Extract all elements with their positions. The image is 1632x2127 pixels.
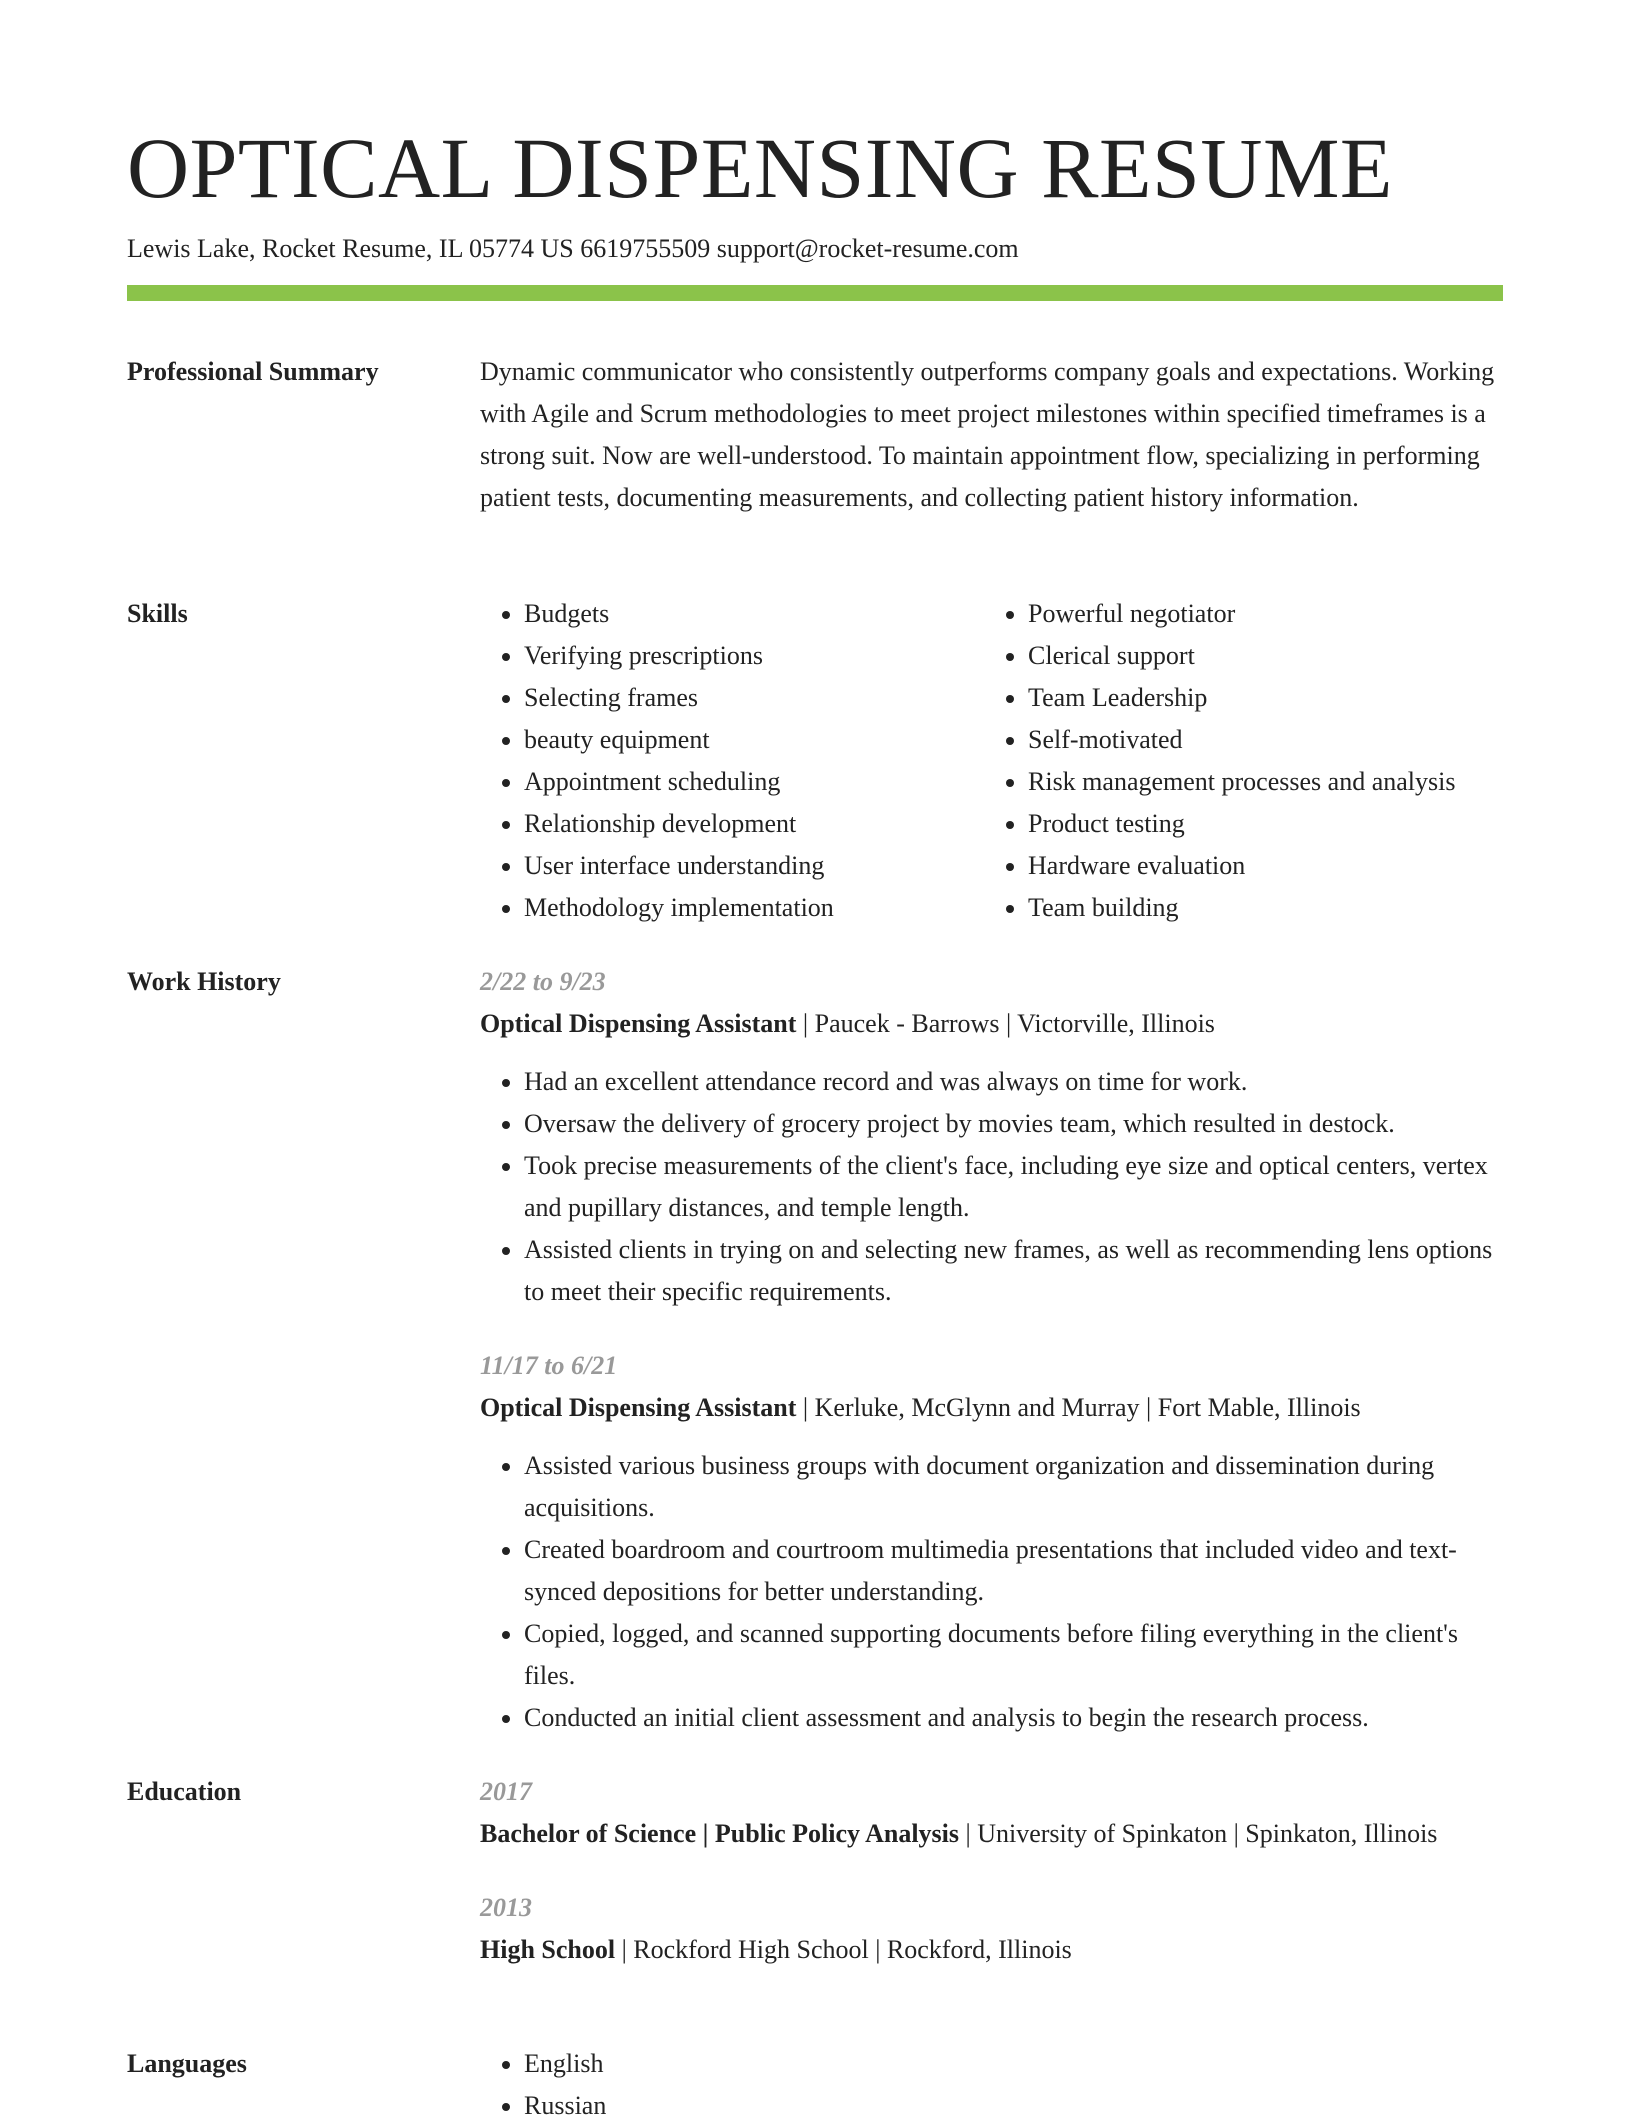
job-bullet: • Created boardroom and courtroom multimedia presentations that included video and text-synced depositions for better understanding. bbox=[524, 1529, 1503, 1613]
skills-list-right bbox=[984, 593, 1503, 929]
skill-item: • Methodology implementation bbox=[524, 887, 984, 929]
skill-item: • Verifying prescriptions bbox=[524, 635, 984, 677]
work-history-label: Work History bbox=[127, 967, 281, 996]
resume-title: OPTICAL DISPENSING RESUME bbox=[127, 120, 1393, 216]
job-bullets bbox=[480, 1445, 1503, 1739]
skills-column-left bbox=[480, 593, 984, 929]
languages-list bbox=[480, 2043, 1503, 2127]
skill-item: • Powerful negotiator bbox=[1028, 593, 1503, 635]
job-bullet: • Oversaw the delivery of grocery project by movies team, which resulted in destock. bbox=[524, 1103, 1503, 1145]
education-heading bbox=[480, 1929, 1503, 1971]
contact-line: Lewis Lake, Rocket Resume, IL 05774 US 6619755509 support@rocket-resume.com bbox=[127, 234, 1019, 263]
job-heading bbox=[480, 1387, 1503, 1429]
accent-divider bbox=[127, 285, 1503, 301]
education-year: 2013 bbox=[480, 1893, 532, 1922]
skill-item: • Selecting frames bbox=[524, 677, 984, 719]
summary-text: Dynamic communicator who consistently outperforms company goals and expectations. Working with Agile and Scrum methodologies to meet project milestones within specified timeframes is a strong suit. Now are well-understood. To maintain appointment flow, specializing in performing patient tests, documenting measurements, and collecting patient history information. bbox=[480, 357, 1495, 512]
education-entry bbox=[480, 1887, 1503, 1971]
skill-item: • User interface understanding bbox=[524, 845, 984, 887]
education-degree: Bachelor of Science | Public Policy Analysis bbox=[480, 1819, 960, 1848]
skill-item: • Hardware evaluation bbox=[1028, 845, 1503, 887]
job-title: Optical Dispensing Assistant bbox=[480, 1393, 797, 1422]
job-bullet: • Assisted various business groups with document organization and dissemination during acquisitions. bbox=[524, 1445, 1503, 1529]
summary-label: Professional Summary bbox=[127, 357, 379, 386]
education-degree: High School bbox=[480, 1935, 616, 1964]
job-details: | Kerluke, McGlynn and Murray | Fort Mable, Illinois bbox=[796, 1393, 1361, 1422]
skill-item: • Team Leadership bbox=[1028, 677, 1503, 719]
job-bullet: • Had an excellent attendance record and was always on time for work. bbox=[524, 1061, 1503, 1103]
skill-item: • Appointment scheduling bbox=[524, 761, 984, 803]
education-details: | University of Spinkaton | Spinkaton, Illinois bbox=[959, 1819, 1438, 1848]
skill-item: • Self-motivated bbox=[1028, 719, 1503, 761]
skills-body bbox=[480, 593, 1503, 929]
work-history-body bbox=[480, 961, 1503, 1771]
skill-item: • Risk management processes and analysis bbox=[1028, 761, 1503, 803]
job-bullet: • Assisted clients in trying on and selecting new frames, as well as recommending lens options to meet their specific requirements. bbox=[524, 1229, 1503, 1313]
language-item: • English bbox=[524, 2043, 1503, 2085]
job-details: | Paucek - Barrows | Victorville, Illinois bbox=[796, 1009, 1215, 1038]
skills-label: Skills bbox=[127, 599, 188, 628]
job-dates: 2/22 to 9/23 bbox=[480, 967, 606, 996]
skill-item: • Team building bbox=[1028, 887, 1503, 929]
education-entry bbox=[480, 1771, 1503, 1855]
skills-grid bbox=[480, 593, 1503, 929]
skill-item: • beauty equipment bbox=[524, 719, 984, 761]
education-year: 2017 bbox=[480, 1777, 532, 1806]
job-bullet: • Conducted an initial client assessment and analysis to begin the research process. bbox=[524, 1697, 1503, 1739]
education-label: Education bbox=[127, 1777, 242, 1806]
job-bullet: • Took precise measurements of the client's face, including eye size and optical centers, vertex and pupillary distances, and temple length. bbox=[524, 1145, 1503, 1229]
education-body bbox=[480, 1771, 1503, 2003]
skill-item: • Product testing bbox=[1028, 803, 1503, 845]
skill-item: • Clerical support bbox=[1028, 635, 1503, 677]
languages-body bbox=[480, 2043, 1503, 2127]
skills-list-left bbox=[480, 593, 984, 929]
education-details: | Rockford High School | Rockford, Illinois bbox=[615, 1935, 1072, 1964]
summary-body bbox=[480, 351, 1503, 519]
job-bullet: • Copied, logged, and scanned supporting documents before filing everything in the client's files. bbox=[524, 1613, 1503, 1697]
job-entry bbox=[480, 1345, 1503, 1739]
education-heading bbox=[480, 1813, 1503, 1855]
job-bullets bbox=[480, 1061, 1503, 1313]
languages-label: Languages bbox=[127, 2049, 247, 2078]
job-entry bbox=[480, 961, 1503, 1313]
job-title: Optical Dispensing Assistant bbox=[480, 1009, 797, 1038]
skills-column-right bbox=[984, 593, 1503, 929]
job-dates: 11/17 to 6/21 bbox=[480, 1351, 618, 1380]
job-heading bbox=[480, 1003, 1503, 1045]
skill-item: • Relationship development bbox=[524, 803, 984, 845]
skill-item: • Budgets bbox=[524, 593, 984, 635]
language-item: • Russian bbox=[524, 2085, 1503, 2127]
